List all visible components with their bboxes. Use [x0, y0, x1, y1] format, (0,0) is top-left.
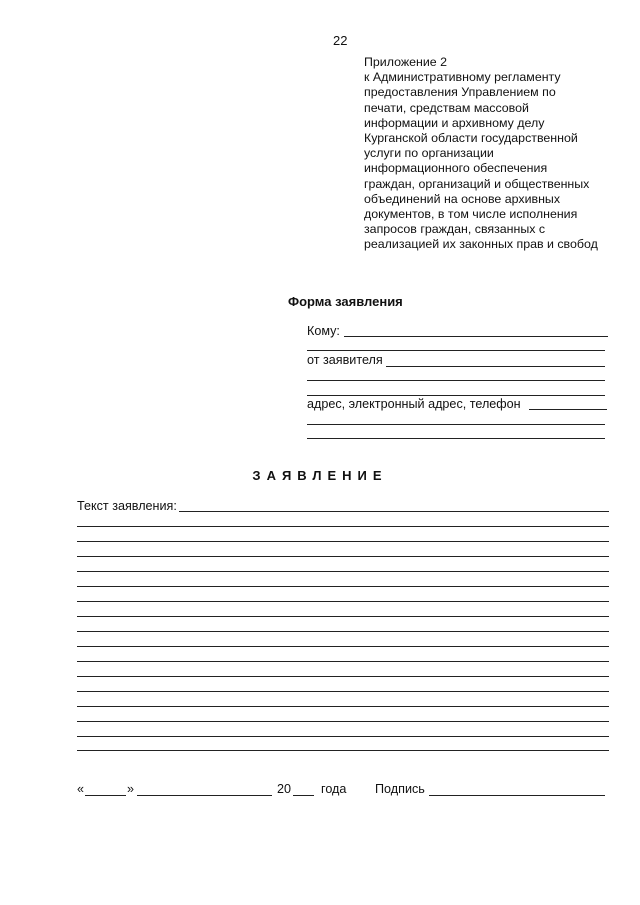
contacts-label: адрес, электронный адрес, телефон — [307, 397, 521, 411]
statement-text-line[interactable] — [77, 661, 609, 662]
statement-text-line[interactable] — [77, 526, 609, 527]
signature-label: Подпись — [375, 782, 425, 796]
statement-text-line[interactable] — [77, 616, 609, 617]
statement-text-line[interactable] — [77, 721, 609, 722]
statement-text-line[interactable] — [77, 646, 609, 647]
statement-text-label: Текст заявления: — [77, 499, 177, 513]
statement-text-line[interactable] — [77, 676, 609, 677]
year-prefix: 20 — [277, 782, 292, 796]
statement-heading: ЗАЯВЛЕНИЕ — [252, 468, 388, 483]
statement-text-line[interactable] — [77, 571, 609, 572]
contacts-field-line-3[interactable] — [307, 438, 605, 439]
appendix-line: информации и архивному делу — [364, 115, 545, 130]
statement-text-line[interactable] — [77, 691, 609, 692]
applicant-field-line-2[interactable] — [307, 380, 605, 381]
quote-open: « — [77, 782, 85, 796]
appendix-line: документов, в том числе исполнения — [364, 207, 578, 222]
appendix-note — [364, 55, 626, 253]
contacts-field-line-2[interactable] — [307, 424, 605, 425]
applicant-field-line[interactable] — [386, 366, 605, 367]
appendix-line: к Административному регламенту — [364, 70, 561, 85]
appendix-line: запросов граждан, связанных с — [364, 222, 546, 237]
signature-field-line[interactable] — [429, 795, 605, 796]
appendix-line: информационного обеспечения — [364, 161, 548, 176]
appendix-line: объединений на основе архивных — [364, 191, 561, 206]
form-title: Форма заявления — [288, 294, 403, 309]
month-field-line[interactable] — [137, 795, 272, 796]
appendix-line: Приложение 2 — [364, 55, 448, 69]
year-suffix: года — [321, 782, 347, 796]
from-label: от заявителя — [307, 353, 383, 367]
appendix-line: граждан, организаций и общественных — [364, 176, 590, 191]
appendix-line: реализацией их законных прав и свобод — [364, 237, 598, 252]
statement-text-line[interactable] — [77, 556, 609, 557]
statement-text-line[interactable] — [77, 706, 609, 707]
statement-text-line[interactable] — [77, 631, 609, 632]
statement-text-line[interactable] — [77, 541, 609, 542]
appendix-line: Курганской области государственной — [364, 131, 578, 146]
to-label: Кому: — [307, 324, 340, 338]
statement-text-line[interactable] — [77, 750, 609, 751]
contacts-field-line[interactable] — [529, 409, 607, 410]
applicant-field-line-3[interactable] — [307, 395, 605, 396]
appendix-line: предоставления Управлением по — [364, 85, 556, 100]
page-number: 22 — [333, 33, 348, 48]
statement-text-line[interactable] — [179, 511, 609, 512]
year-field-line[interactable] — [293, 795, 314, 796]
day-field-line[interactable] — [85, 795, 126, 796]
to-field-line-2[interactable] — [307, 350, 605, 351]
statement-text-line[interactable] — [77, 736, 609, 737]
statement-text-line[interactable] — [77, 601, 609, 602]
quote-close: » — [127, 782, 135, 796]
appendix-line: услуги по организации — [364, 146, 494, 161]
statement-text-line[interactable] — [77, 586, 609, 587]
appendix-line: печати, средствам массовой — [364, 100, 529, 115]
to-field-line[interactable] — [344, 336, 608, 337]
